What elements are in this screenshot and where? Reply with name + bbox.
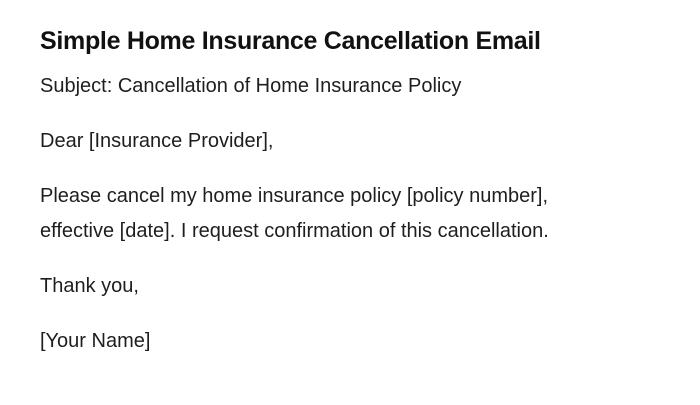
email-signature: [Your Name] [40, 330, 151, 352]
email-template-document [40, 24, 670, 359]
email-body-line: Please cancel my home insurance policy [policy number], [40, 185, 549, 207]
email-closing: Thank you, [40, 275, 139, 297]
email-body-line: effective [date]. I request confirmation of this cancellation. [40, 220, 549, 242]
email-greeting: Dear [Insurance Provider], [40, 130, 274, 152]
email-subject-line: Subject: Cancellation of Home Insurance Policy [40, 75, 462, 97]
document-title: Simple Home Insurance Cancellation Email [40, 27, 541, 55]
email-body [40, 179, 670, 249]
